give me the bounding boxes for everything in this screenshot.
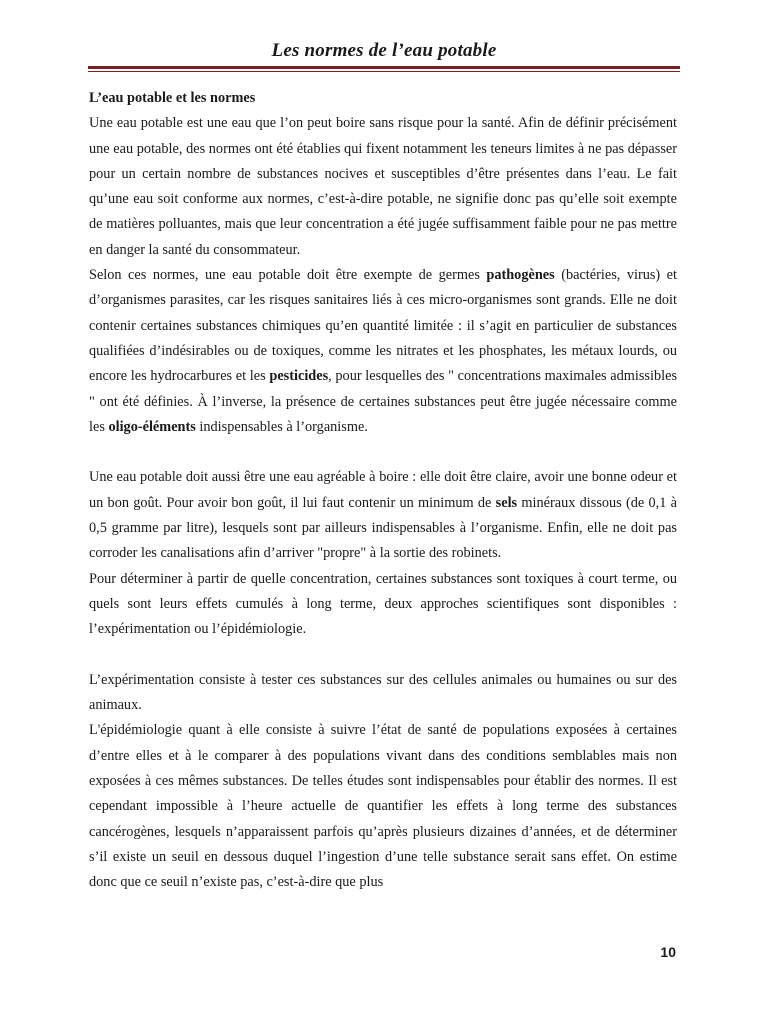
term-pesticides: pesticides (269, 368, 329, 385)
paragraph-2-text-d: , pour lesquelles des " concentrations maximales admissibles " ont été définies. À l’inverse, la présence de certaines substances peut être jugée nécessaire comme les (89, 368, 678, 435)
header-rule-thin (88, 71, 680, 72)
paragraph-3 (89, 465, 677, 566)
term-sels: sels (495, 494, 518, 511)
paragraph-6: L'épidémiologie quant à elle consiste à suivre l’état de santé de populations exposées à certaines d’entre elles et à le comparer à des populations vivant dans des conditions semblables mais non exposées à ces mêmes substances. De telles études sont indispensables pour établir des normes. Il est cependant impossible à l’heure actuelle de quantifier les effets à long terme des substances cancérogènes, lesquels n’apparaissent parfois qu’après plusieurs dizaines d’années, et de déterminer s’il existe un seuil en dessous duquel l’ingestion d’une telle substance serait sans effet. On estime donc que ce seuil n’existe pas, c’est-à-dire que plus (89, 722, 677, 891)
paragraph-2 (89, 263, 677, 440)
document-body (89, 86, 677, 896)
paragraph-5: L’expérimentation consiste à tester ces substances sur des cellules animales ou humaines ou sur des animaux. (89, 671, 677, 714)
paragraph-3-text-c: minéraux dissous (de 0,1 à 0,5 gramme par litre), lesquels sont par ailleurs indispensables à l’organisme. Enfin, elle ne doit pas corroder les canalisations afin d’arriver "propre" à la sortie des robinets. (89, 494, 677, 562)
page-title: Les normes de l’eau potable (271, 40, 497, 61)
paragraph-1: Une eau potable est une eau que l’on peut boire sans risque pour la santé. Afin de définir précisément une eau potable, des normes ont été établies qui fixent notamment les teneurs limites à ne pas dépasser pour un certain nombre de substances nocives et susceptibles d’être présentes dans l’eau. Le fait qu’une eau soit conforme aux normes, c’est-à-dire potable, ne signifie donc pas qu’elle soit exempte de matières polluantes, mais que leur concentration a été jugée suffisamment faible pour ne pas mettre en danger la santé du consommateur. (89, 115, 677, 258)
paragraph-3-text-a: Une eau potable doit aussi être une eau agréable à boire : elle doit être claire, avoir une bonne odeur et un bon goût. Pour avoir bon goût, il lui faut contenir un minimum de (89, 469, 677, 511)
paragraph-2-text-c: (bactéries, virus) et d’organismes parasites, car les risques sanitaires liés à ces micro-organismes sont grands. Elle ne doit contenir certaines substances chimiques qu’en quantité limitée : il s’agit en particulier de substances qualifiées d’indésirables ou de toxiques, comme les nitrates et les phosphates, les métaux lourds, ou encore les hydrocarbures et les (89, 267, 677, 385)
section-heading: L’eau potable et les normes (89, 90, 256, 106)
paragraph-gap (89, 643, 677, 668)
term-oligo-elements: oligo-éléments (108, 418, 196, 435)
page-header (88, 38, 680, 64)
term-pathogenes: pathogènes (486, 267, 555, 284)
header-rule-thick (88, 66, 680, 69)
paragraph-gap (89, 440, 677, 465)
page-number: 10 (660, 944, 676, 960)
paragraph-2-text-e: indispensables à l’organisme. (195, 418, 368, 435)
paragraph-4: Pour déterminer à partir de quelle concentration, certaines substances sont toxiques à court terme, ou quels sont leurs effets cumulés à long terme, deux approches scientifiques sont disponibles : l’expérimentation ou l’épidémiologie. (89, 570, 677, 638)
paragraph-2-text-a: Selon ces normes, une eau potable doit être exempte de germes (89, 267, 487, 284)
